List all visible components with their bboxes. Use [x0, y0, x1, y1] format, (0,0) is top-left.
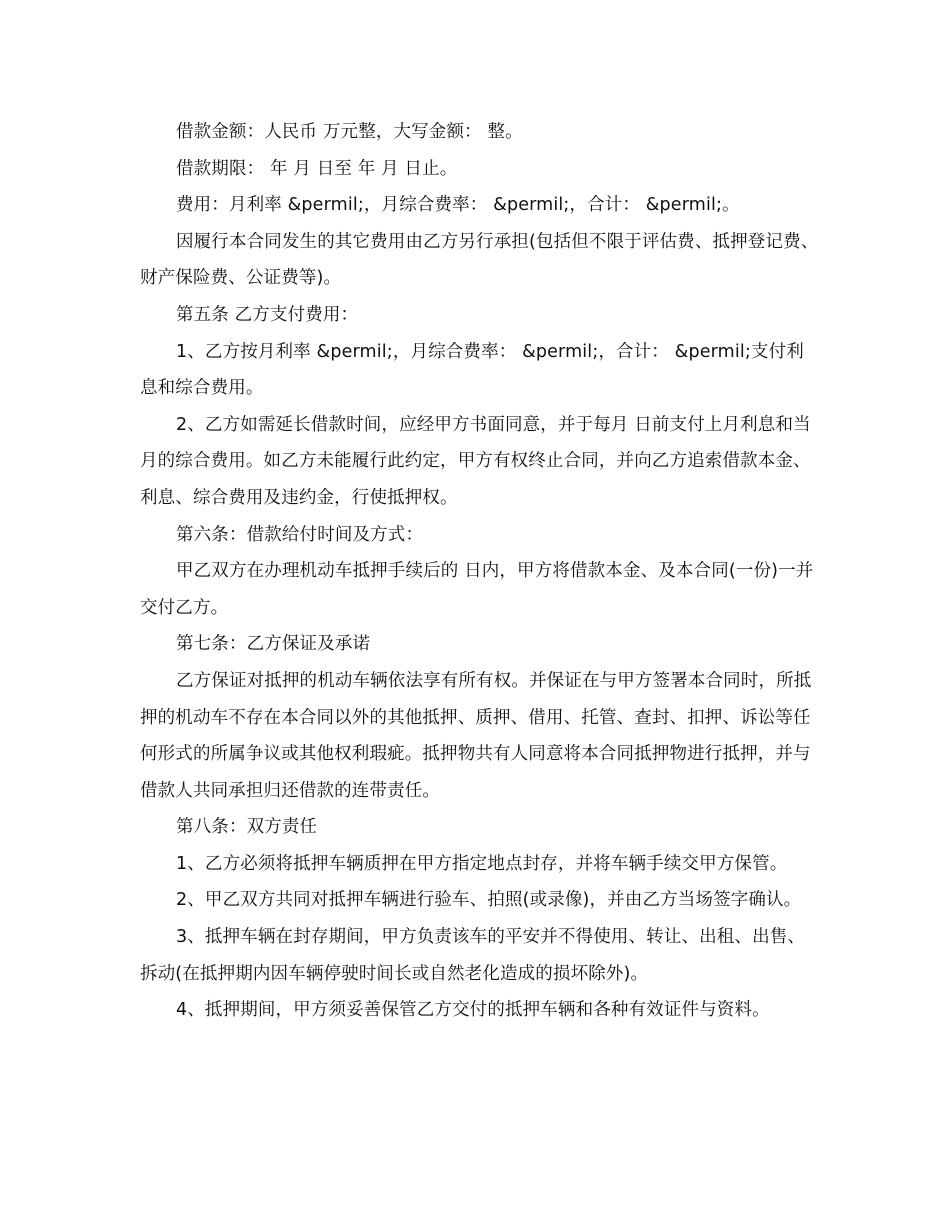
document-body: [140, 114, 820, 1029]
clause-5-item-2: 2、乙方如需延长借款时间，应经甲方书面同意，并于每月 日前支付上月利息和当月的综合费用。如乙方未能履行此约定，甲方有权终止合同，并向乙方追索借款本金、利息、综合费用及违约金，行使抵押权。: [140, 414, 811, 508]
paragraph-loan-amount: 借款金额：人民币 万元整，大写金额： 整。: [176, 122, 523, 142]
clause-6-heading: 第六条：借款给付时间及方式：: [176, 524, 424, 545]
clause-7-text: 乙方保证对抵押的机动车辆依法享有所有权。并保证在与甲方签署本合同时，所抵押的机动车不存在本合同以外的其他抵押、质押、借用、托管、查封、扣押、诉讼等任何形式的所属争议或其他权利瑕疵。抵押物共有人同意将本合同抵押物进行抵押，并与借款人共同承担归还借款的连带责任。: [140, 670, 812, 801]
paragraph-fees: 费用：月利率 &permil;，月综合费率： &permil;，合计： &permil;。: [176, 195, 740, 216]
paragraph-loan-term: 借款期限： 年 月 日至 年 月 日止。: [176, 158, 458, 179]
clause-5-heading: 第五条 乙方支付费用：: [176, 304, 359, 325]
clause-6-text: 甲乙双方在办理机动车抵押手续后的 日内，甲方将借款本金、及本合同(一份)一并交付乙方。: [140, 561, 814, 618]
clause-7-heading: 第七条：乙方保证及承诺: [176, 634, 371, 655]
clause-8-item-2: 2、甲乙双方共同对抵押车辆进行验车、拍照(或录像)，并由乙方当场签字确认。: [176, 890, 802, 911]
paragraph-other-fees: 因履行本合同发生的其它费用由乙方另行承担(包括但不限于评估费、抵押登记费、财产保险费、公证费等)。: [140, 231, 819, 289]
clause-8-heading: 第八条：双方责任: [176, 817, 318, 838]
clause-5-item-1: 1、乙方按月利率 &permil;，月综合费率： &permil;，合计： &permil;支付利息和综合费用。: [140, 341, 804, 399]
clause-8-item-3: 3、抵押车辆在封存期间，甲方负责该车的平安并不得使用、转让、出租、出售、拆动(在抵押期内因车辆停驶时间长或自然老化造成的损坏除外)。: [140, 927, 806, 984]
clause-8-item-1: 1、乙方必须将抵押车辆质押在甲方指定地点封存，并将车辆手续交甲方保管。: [176, 853, 788, 874]
clause-8-item-4: 4、抵押期间，甲方须妥善保管乙方交付的抵押车辆和各种有效证件与资料。: [176, 1000, 770, 1021]
